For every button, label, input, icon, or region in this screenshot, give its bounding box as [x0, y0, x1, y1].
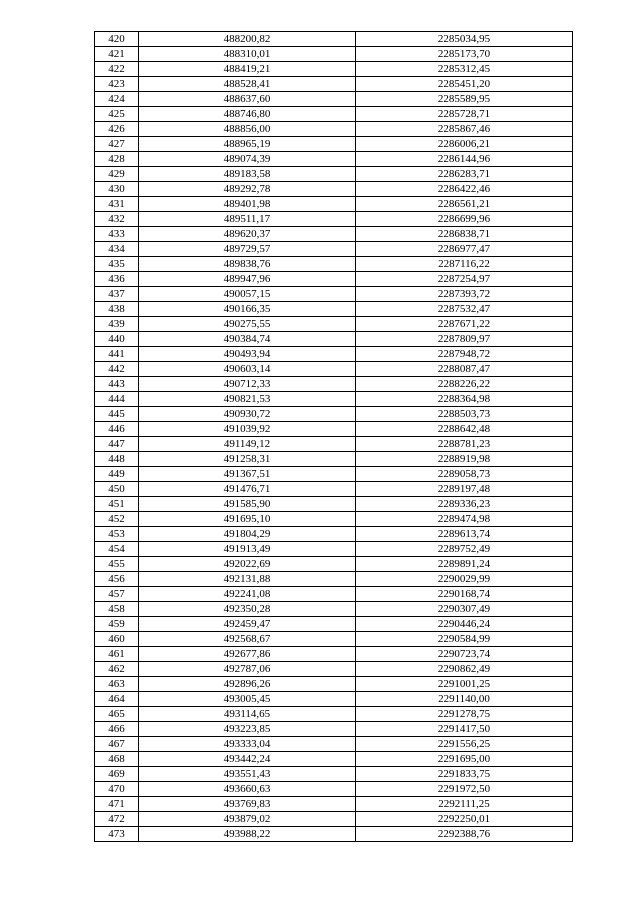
y-coordinate-cell: 2287948,72	[356, 347, 573, 362]
point-number-cell: 469	[95, 767, 139, 782]
x-coordinate-cell: 490712,33	[139, 377, 356, 392]
table-row	[95, 467, 573, 482]
point-number-cell: 432	[95, 212, 139, 227]
point-number-cell: 467	[95, 737, 139, 752]
table-row	[95, 47, 573, 62]
x-coordinate-cell: 491804,29	[139, 527, 356, 542]
y-coordinate-cell: 2287671,22	[356, 317, 573, 332]
y-coordinate-cell: 2285173,70	[356, 47, 573, 62]
point-number-cell: 427	[95, 137, 139, 152]
y-coordinate-cell: 2288364,98	[356, 392, 573, 407]
y-coordinate-cell: 2290446,24	[356, 617, 573, 632]
y-coordinate-cell: 2285451,20	[356, 77, 573, 92]
table-row	[95, 797, 573, 812]
table-row	[95, 77, 573, 92]
x-coordinate-cell: 488965,19	[139, 137, 356, 152]
table-row	[95, 782, 573, 797]
x-coordinate-cell: 488856,00	[139, 122, 356, 137]
x-coordinate-cell: 491258,31	[139, 452, 356, 467]
table-row	[95, 767, 573, 782]
x-coordinate-cell: 488637,60	[139, 92, 356, 107]
y-coordinate-cell: 2288642,48	[356, 422, 573, 437]
table-row	[95, 62, 573, 77]
x-coordinate-cell: 491149,12	[139, 437, 356, 452]
x-coordinate-cell: 488310,01	[139, 47, 356, 62]
table-row	[95, 482, 573, 497]
point-number-cell: 426	[95, 122, 139, 137]
x-coordinate-cell: 491367,51	[139, 467, 356, 482]
point-number-cell: 471	[95, 797, 139, 812]
table-row	[95, 107, 573, 122]
point-number-cell: 459	[95, 617, 139, 632]
table-row	[95, 722, 573, 737]
point-number-cell: 455	[95, 557, 139, 572]
x-coordinate-cell: 493660,63	[139, 782, 356, 797]
table-row	[95, 707, 573, 722]
x-coordinate-cell: 490603,14	[139, 362, 356, 377]
x-coordinate-cell: 491913,49	[139, 542, 356, 557]
x-coordinate-cell: 488746,80	[139, 107, 356, 122]
y-coordinate-cell: 2287393,72	[356, 287, 573, 302]
point-number-cell: 464	[95, 692, 139, 707]
y-coordinate-cell: 2289891,24	[356, 557, 573, 572]
x-coordinate-cell: 489729,57	[139, 242, 356, 257]
point-number-cell: 439	[95, 317, 139, 332]
table-row	[95, 32, 573, 47]
table-row	[95, 347, 573, 362]
point-number-cell: 436	[95, 272, 139, 287]
point-number-cell: 430	[95, 182, 139, 197]
y-coordinate-cell: 2289197,48	[356, 482, 573, 497]
x-coordinate-cell: 492022,69	[139, 557, 356, 572]
point-number-cell: 445	[95, 407, 139, 422]
x-coordinate-cell: 491039,92	[139, 422, 356, 437]
y-coordinate-cell: 2288781,23	[356, 437, 573, 452]
y-coordinate-cell: 2287809,97	[356, 332, 573, 347]
table-row	[95, 257, 573, 272]
table-row	[95, 377, 573, 392]
x-coordinate-cell: 493551,43	[139, 767, 356, 782]
y-coordinate-cell: 2292250,01	[356, 812, 573, 827]
y-coordinate-cell: 2292111,25	[356, 797, 573, 812]
x-coordinate-cell: 490493,94	[139, 347, 356, 362]
y-coordinate-cell: 2287116,22	[356, 257, 573, 272]
y-coordinate-cell: 2286561,21	[356, 197, 573, 212]
table-row	[95, 662, 573, 677]
table-row	[95, 272, 573, 287]
point-number-cell: 451	[95, 497, 139, 512]
table-row	[95, 302, 573, 317]
table-row	[95, 182, 573, 197]
x-coordinate-cell: 493879,02	[139, 812, 356, 827]
x-coordinate-cell: 490930,72	[139, 407, 356, 422]
point-number-cell: 457	[95, 587, 139, 602]
x-coordinate-cell: 491695,10	[139, 512, 356, 527]
table-row	[95, 617, 573, 632]
y-coordinate-cell: 2287254,97	[356, 272, 573, 287]
point-number-cell: 428	[95, 152, 139, 167]
point-number-cell: 421	[95, 47, 139, 62]
table-row	[95, 752, 573, 767]
y-coordinate-cell: 2288087,47	[356, 362, 573, 377]
y-coordinate-cell: 2286144,96	[356, 152, 573, 167]
point-number-cell: 447	[95, 437, 139, 452]
table-row	[95, 587, 573, 602]
table-row	[95, 197, 573, 212]
x-coordinate-cell: 493988,22	[139, 827, 356, 842]
x-coordinate-cell: 490057,15	[139, 287, 356, 302]
y-coordinate-cell: 2290584,99	[356, 632, 573, 647]
table-row	[95, 647, 573, 662]
point-number-cell: 452	[95, 512, 139, 527]
y-coordinate-cell: 2289613,74	[356, 527, 573, 542]
x-coordinate-cell: 489292,78	[139, 182, 356, 197]
table-row	[95, 692, 573, 707]
point-number-cell: 423	[95, 77, 139, 92]
x-coordinate-cell: 493005,45	[139, 692, 356, 707]
y-coordinate-cell: 2291001,25	[356, 677, 573, 692]
table-row	[95, 632, 573, 647]
point-number-cell: 462	[95, 662, 139, 677]
table-row	[95, 392, 573, 407]
y-coordinate-cell: 2291833,75	[356, 767, 573, 782]
x-coordinate-cell: 490821,53	[139, 392, 356, 407]
x-coordinate-cell: 492350,28	[139, 602, 356, 617]
x-coordinate-cell: 489838,76	[139, 257, 356, 272]
y-coordinate-cell: 2285867,46	[356, 122, 573, 137]
x-coordinate-cell: 489183,58	[139, 167, 356, 182]
x-coordinate-cell: 493333,04	[139, 737, 356, 752]
y-coordinate-cell: 2285728,71	[356, 107, 573, 122]
point-number-cell: 450	[95, 482, 139, 497]
table-row	[95, 212, 573, 227]
x-coordinate-cell: 491585,90	[139, 497, 356, 512]
point-number-cell: 454	[95, 542, 139, 557]
y-coordinate-cell: 2288226,22	[356, 377, 573, 392]
point-number-cell: 463	[95, 677, 139, 692]
x-coordinate-cell: 492241,08	[139, 587, 356, 602]
point-number-cell: 446	[95, 422, 139, 437]
y-coordinate-cell: 2291695,00	[356, 752, 573, 767]
point-number-cell: 437	[95, 287, 139, 302]
table-row	[95, 137, 573, 152]
point-number-cell: 443	[95, 377, 139, 392]
y-coordinate-cell: 2288919,98	[356, 452, 573, 467]
point-number-cell: 448	[95, 452, 139, 467]
table-row	[95, 557, 573, 572]
table-row	[95, 512, 573, 527]
table-row	[95, 452, 573, 467]
y-coordinate-cell: 2291972,50	[356, 782, 573, 797]
y-coordinate-cell: 2290862,49	[356, 662, 573, 677]
y-coordinate-cell: 2291556,25	[356, 737, 573, 752]
table-row	[95, 497, 573, 512]
point-number-cell: 473	[95, 827, 139, 842]
x-coordinate-cell: 489401,98	[139, 197, 356, 212]
coordinate-table-body	[95, 32, 573, 842]
x-coordinate-cell: 493769,83	[139, 797, 356, 812]
x-coordinate-cell: 493442,24	[139, 752, 356, 767]
y-coordinate-cell: 2288503,73	[356, 407, 573, 422]
point-number-cell: 453	[95, 527, 139, 542]
y-coordinate-cell: 2290723,74	[356, 647, 573, 662]
y-coordinate-cell: 2292388,76	[356, 827, 573, 842]
y-coordinate-cell: 2286977,47	[356, 242, 573, 257]
x-coordinate-cell: 492896,26	[139, 677, 356, 692]
point-number-cell: 420	[95, 32, 139, 47]
table-row	[95, 812, 573, 827]
x-coordinate-cell: 489947,96	[139, 272, 356, 287]
y-coordinate-cell: 2289752,49	[356, 542, 573, 557]
table-row	[95, 827, 573, 842]
x-coordinate-cell: 492677,86	[139, 647, 356, 662]
table-row	[95, 287, 573, 302]
point-number-cell: 433	[95, 227, 139, 242]
table-row	[95, 737, 573, 752]
table-row	[95, 317, 573, 332]
y-coordinate-cell: 2286838,71	[356, 227, 573, 242]
x-coordinate-cell: 493114,65	[139, 707, 356, 722]
table-row	[95, 227, 573, 242]
table-row	[95, 527, 573, 542]
x-coordinate-cell: 492568,67	[139, 632, 356, 647]
point-number-cell: 470	[95, 782, 139, 797]
point-number-cell: 431	[95, 197, 139, 212]
table-row	[95, 572, 573, 587]
y-coordinate-cell: 2290029,99	[356, 572, 573, 587]
table-row	[95, 92, 573, 107]
x-coordinate-cell: 492131,88	[139, 572, 356, 587]
table-row	[95, 602, 573, 617]
table-row	[95, 362, 573, 377]
table-row	[95, 677, 573, 692]
x-coordinate-cell: 493223,85	[139, 722, 356, 737]
point-number-cell: 468	[95, 752, 139, 767]
x-coordinate-cell: 489074,39	[139, 152, 356, 167]
y-coordinate-cell: 2289474,98	[356, 512, 573, 527]
y-coordinate-cell: 2286422,46	[356, 182, 573, 197]
y-coordinate-cell: 2285312,45	[356, 62, 573, 77]
x-coordinate-cell: 492787,06	[139, 662, 356, 677]
point-number-cell: 438	[95, 302, 139, 317]
y-coordinate-cell: 2286699,96	[356, 212, 573, 227]
table-row	[95, 332, 573, 347]
y-coordinate-cell: 2290307,49	[356, 602, 573, 617]
point-number-cell: 444	[95, 392, 139, 407]
point-number-cell: 429	[95, 167, 139, 182]
y-coordinate-cell: 2286283,71	[356, 167, 573, 182]
table-row	[95, 242, 573, 257]
table-row	[95, 407, 573, 422]
y-coordinate-cell: 2291140,00	[356, 692, 573, 707]
table-row	[95, 122, 573, 137]
point-number-cell: 435	[95, 257, 139, 272]
y-coordinate-cell: 2285589,95	[356, 92, 573, 107]
x-coordinate-cell: 488528,41	[139, 77, 356, 92]
table-row	[95, 152, 573, 167]
point-number-cell: 460	[95, 632, 139, 647]
point-number-cell: 461	[95, 647, 139, 662]
x-coordinate-cell: 489620,37	[139, 227, 356, 242]
table-row	[95, 167, 573, 182]
point-number-cell: 458	[95, 602, 139, 617]
point-number-cell: 466	[95, 722, 139, 737]
y-coordinate-cell: 2289058,73	[356, 467, 573, 482]
x-coordinate-cell: 489511,17	[139, 212, 356, 227]
x-coordinate-cell: 488419,21	[139, 62, 356, 77]
y-coordinate-cell: 2286006,21	[356, 137, 573, 152]
x-coordinate-cell: 490166,35	[139, 302, 356, 317]
x-coordinate-cell: 490384,74	[139, 332, 356, 347]
point-number-cell: 442	[95, 362, 139, 377]
point-number-cell: 441	[95, 347, 139, 362]
point-number-cell: 422	[95, 62, 139, 77]
table-row	[95, 542, 573, 557]
y-coordinate-cell: 2291278,75	[356, 707, 573, 722]
point-number-cell: 472	[95, 812, 139, 827]
x-coordinate-cell: 490275,55	[139, 317, 356, 332]
x-coordinate-cell: 488200,82	[139, 32, 356, 47]
y-coordinate-cell: 2287532,47	[356, 302, 573, 317]
y-coordinate-cell: 2291417,50	[356, 722, 573, 737]
x-coordinate-cell: 491476,71	[139, 482, 356, 497]
table-row	[95, 422, 573, 437]
point-number-cell: 424	[95, 92, 139, 107]
point-number-cell: 449	[95, 467, 139, 482]
point-number-cell: 434	[95, 242, 139, 257]
y-coordinate-cell: 2290168,74	[356, 587, 573, 602]
point-number-cell: 440	[95, 332, 139, 347]
x-coordinate-cell: 492459,47	[139, 617, 356, 632]
table-row	[95, 437, 573, 452]
y-coordinate-cell: 2285034,95	[356, 32, 573, 47]
y-coordinate-cell: 2289336,23	[356, 497, 573, 512]
point-number-cell: 425	[95, 107, 139, 122]
point-number-cell: 465	[95, 707, 139, 722]
point-number-cell: 456	[95, 572, 139, 587]
coordinate-table	[94, 31, 573, 842]
